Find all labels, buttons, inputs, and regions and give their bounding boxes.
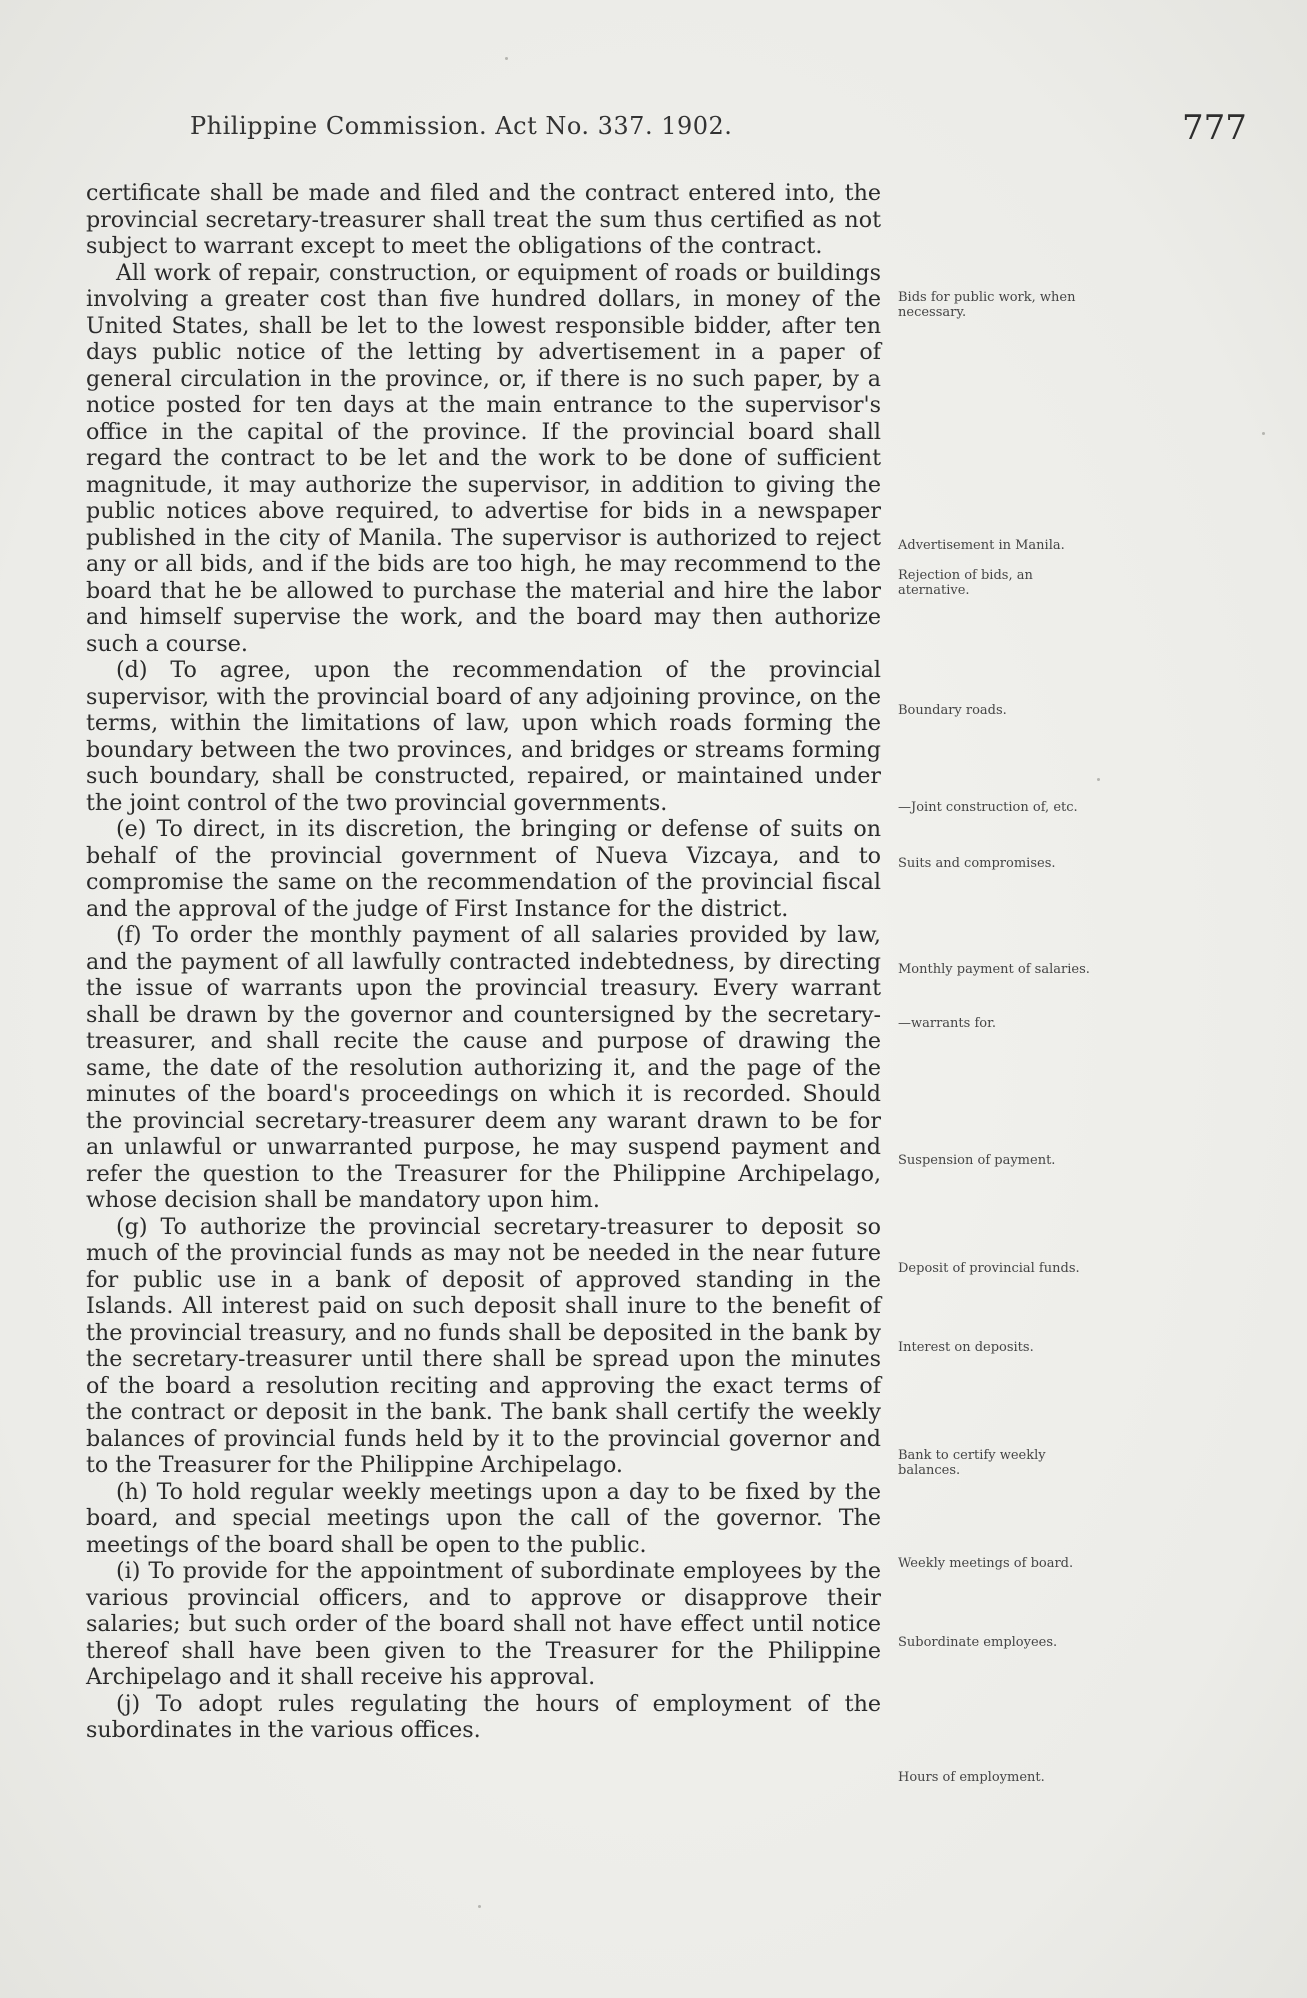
paragraph-f: (f) To order the monthly payment of all salaries provided by law, and the payment of all lawfully contracted indebtedness, by directing the issue of warrants upon the provincial treasury. Every warrant shall be drawn by the governor and countersigned by the secretary-treasurer, and shall recite the cause and purpose of drawing the same, the date of the resolution authorizing it, and the page of the minutes of the board's proceedings on which it is recorded. Should the provincial secretary-treasurer deem any warant drawn to be for an unlawful or unwarranted purpose, he may suspend payment and refer the question to the Treasurer for the Philippine Archipelago, whose decision shall be mandatory upon him.	[86, 922, 881, 1213]
paragraph-e: (e) To direct, in its discretion, the bringing or defense of suits on behalf of the provincial government of Nueva Vizcaya, and to compromise the same on the recommendation of the provincial fiscal and the approval of the judge of First Instance for the district.	[86, 816, 881, 922]
margin-note: Bids for public work, when necessary.	[898, 290, 1076, 320]
paragraph-g: (g) To authorize the provincial secretary-treasurer to deposit so much of the provincial funds as may not be needed in the near future for public use in a bank of deposit of approved standing in the Islands. All interest paid on such deposit shall inure to the benefit of the provincial treasury, and no funds shall be deposited in the bank by the secretary-treasurer until there shall be spread upon the minutes of the board a resolution reciting and approving the exact terms of the contract or deposit in the bank. The bank shall certify the weekly balances of provincial funds held by it to the provincial governor and to the Treasurer for the Philippine Archipelago.	[86, 1213, 881, 1478]
speck	[1097, 778, 1100, 781]
margin-note: Advertisement in Manila.	[898, 538, 1065, 553]
paragraph-j: (j) To adopt rules regulating the hours of employment of the subordinates in the various offices.	[86, 1690, 881, 1743]
speck	[505, 57, 508, 60]
page-header	[190, 108, 1247, 156]
margin-note: Deposit of provincial funds.	[898, 1261, 1080, 1276]
paragraph-h: (h) To hold regular weekly meetings upon a day to be fixed by the board, and special meetings upon the call of the governor. The meetings of the board shall be open to the public.	[86, 1478, 881, 1558]
margin-note: Bank to certify weekly balances.	[898, 1448, 1046, 1478]
page-number: 777	[1182, 108, 1247, 148]
margin-note: Suits and compromises.	[898, 856, 1056, 871]
body-text	[86, 180, 881, 1744]
margin-note: Hours of employment.	[898, 1770, 1045, 1785]
paragraph-i: (i) To provide for the appointment of subordinate employees by the various provincial officers, and to approve or disapprove their salaries; but such order of the board shall not have effect until notice thereof shall have been given to the Treasurer for the Philippine Archipelago and it shall receive his approval.	[86, 1558, 881, 1690]
margin-note: Subordinate employees.	[898, 1635, 1058, 1650]
margin-note: Suspension of payment.	[898, 1153, 1056, 1168]
margin-note: Boundary roads.	[898, 703, 1007, 718]
paragraph-d: (d) To agree, upon the recommendation of the provincial supervisor, with the provincial board of any adjoining province, on the terms, within the limitations of law, upon which roads forming the boundary between the two provinces, and bridges or streams forming such boundary, shall be constructed, repaired, or maintained under the joint control of the two provincial governments.	[86, 657, 881, 816]
margin-note: Interest on deposits.	[898, 1340, 1034, 1355]
margin-note: Weekly meetings of board.	[898, 1556, 1074, 1571]
paragraph-certificate: certificate shall be made and filed and the contract entered into, the provincial secretary-treasurer shall treat the sum thus certified as not subject to warrant except to meet the obligations of the contract.	[86, 180, 881, 259]
running-head: Philippine Commission. Act No. 337. 1902.	[190, 112, 733, 140]
margin-note: Monthly payment of salaries.	[898, 962, 1090, 977]
margin-note: —Joint construction of, etc.	[898, 800, 1078, 815]
paragraph-bids: All work of repair, construction, or equipment of roads or buildings involving a greater cost than five hundred dollars, in money of the United States, shall be let to the lowest responsible bidder, after ten days public notice of the letting by advertisement in a paper of general circulation in the province, or, if there is no such paper, by a notice posted for ten days at the main entrance to the supervisor's office in the capital of the province. If the provincial board shall regard the contract to be let and the work to be done of sufficient magnitude, it may authorize the supervisor, in addition to giving the public notices above required, to advertise for bids in a newspaper published in the city of Manila. The supervisor is authorized to reject any or all bids, and if the bids are too high, he may recommend to the board that he be allowed to purchase the material and hire the labor and himself supervise the work, and the board may then authorize such a course.	[86, 259, 881, 657]
margin-note: Rejection of bids, an aternative.	[898, 568, 1033, 598]
margin-note: —warrants for.	[898, 1016, 997, 1031]
speck	[478, 1905, 481, 1908]
speck	[1262, 432, 1265, 435]
